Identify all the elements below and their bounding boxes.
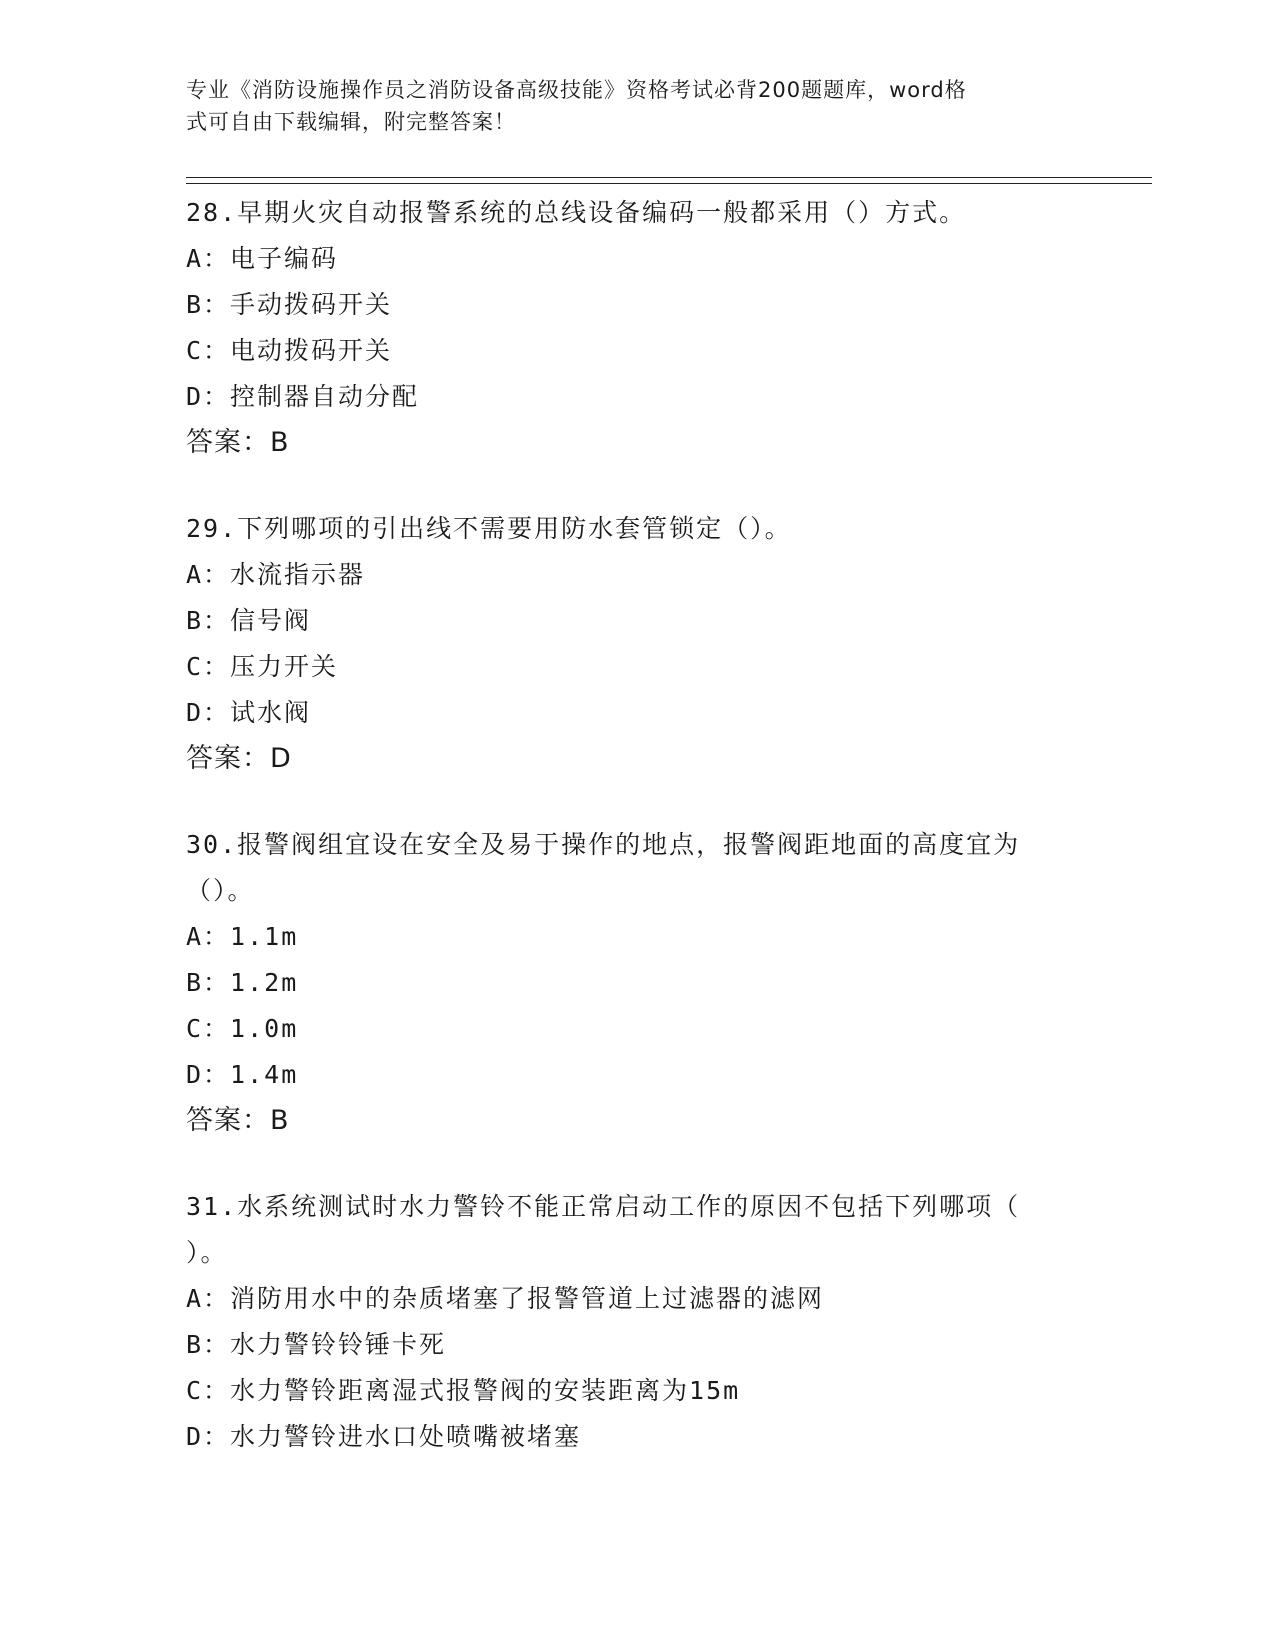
header-line-1: 专业《消防设施操作员之消防设备高级技能》资格考试必背200题题库，word格 (186, 78, 967, 102)
option-d: D：1.4m (186, 1060, 299, 1089)
question-text: 30.报警阀组宜设在安全及易于操作的地点，报警阀距地面的高度宜为 (186, 830, 1021, 859)
answer-line: 答案：B (186, 427, 290, 458)
question-31 (186, 1184, 1086, 1460)
question-text: 29.下列哪项的引出线不需要用防水套管锁定（）。 (186, 514, 792, 543)
question-list (186, 190, 1086, 1500)
question-29 (186, 506, 1086, 782)
option-b: B：1.2m (186, 968, 299, 997)
question-text-continued: （）。 (186, 876, 255, 905)
question-text-continued: ）。 (186, 1238, 228, 1267)
option-a: A：消防用水中的杂质堵塞了报警管道上过滤器的滤网 (186, 1284, 825, 1313)
option-c: C：1.0m (186, 1014, 299, 1043)
answer-line: 答案：B (186, 1105, 290, 1136)
question-28 (186, 190, 1086, 466)
option-d: D：控制器自动分配 (186, 382, 420, 411)
option-d: D：水力警铃进水口处喷嘴被堵塞 (186, 1422, 582, 1451)
option-c: C：水力警铃距离湿式报警阀的安装距离为15m (186, 1376, 741, 1405)
option-a: A：1.1m (186, 922, 299, 951)
option-a: A：水流指示器 (186, 560, 366, 589)
option-b: B：手动拨码开关 (186, 290, 393, 319)
option-a: A：电子编码 (186, 244, 339, 273)
option-c: C：电动拨码开关 (186, 336, 393, 365)
question-text: 28.早期火灾自动报警系统的总线设备编码一般都采用（）方式。 (186, 198, 967, 227)
header-line-2: 式可自由下载编辑，附完整答案！ (186, 110, 516, 134)
option-c: C：压力开关 (186, 652, 339, 681)
option-d: D：试水阀 (186, 698, 312, 727)
option-b: B：信号阀 (186, 606, 312, 635)
question-text: 31.水系统测试时水力警铃不能正常启动工作的原因不包括下列哪项（ (186, 1192, 1021, 1221)
option-b: B：水力警铃铃锤卡死 (186, 1330, 447, 1359)
document-header (186, 74, 1076, 138)
question-30 (186, 822, 1086, 1144)
answer-line: 答案：D (186, 743, 292, 774)
header-divider-bottom (186, 183, 1152, 184)
header-divider-top (186, 177, 1152, 178)
